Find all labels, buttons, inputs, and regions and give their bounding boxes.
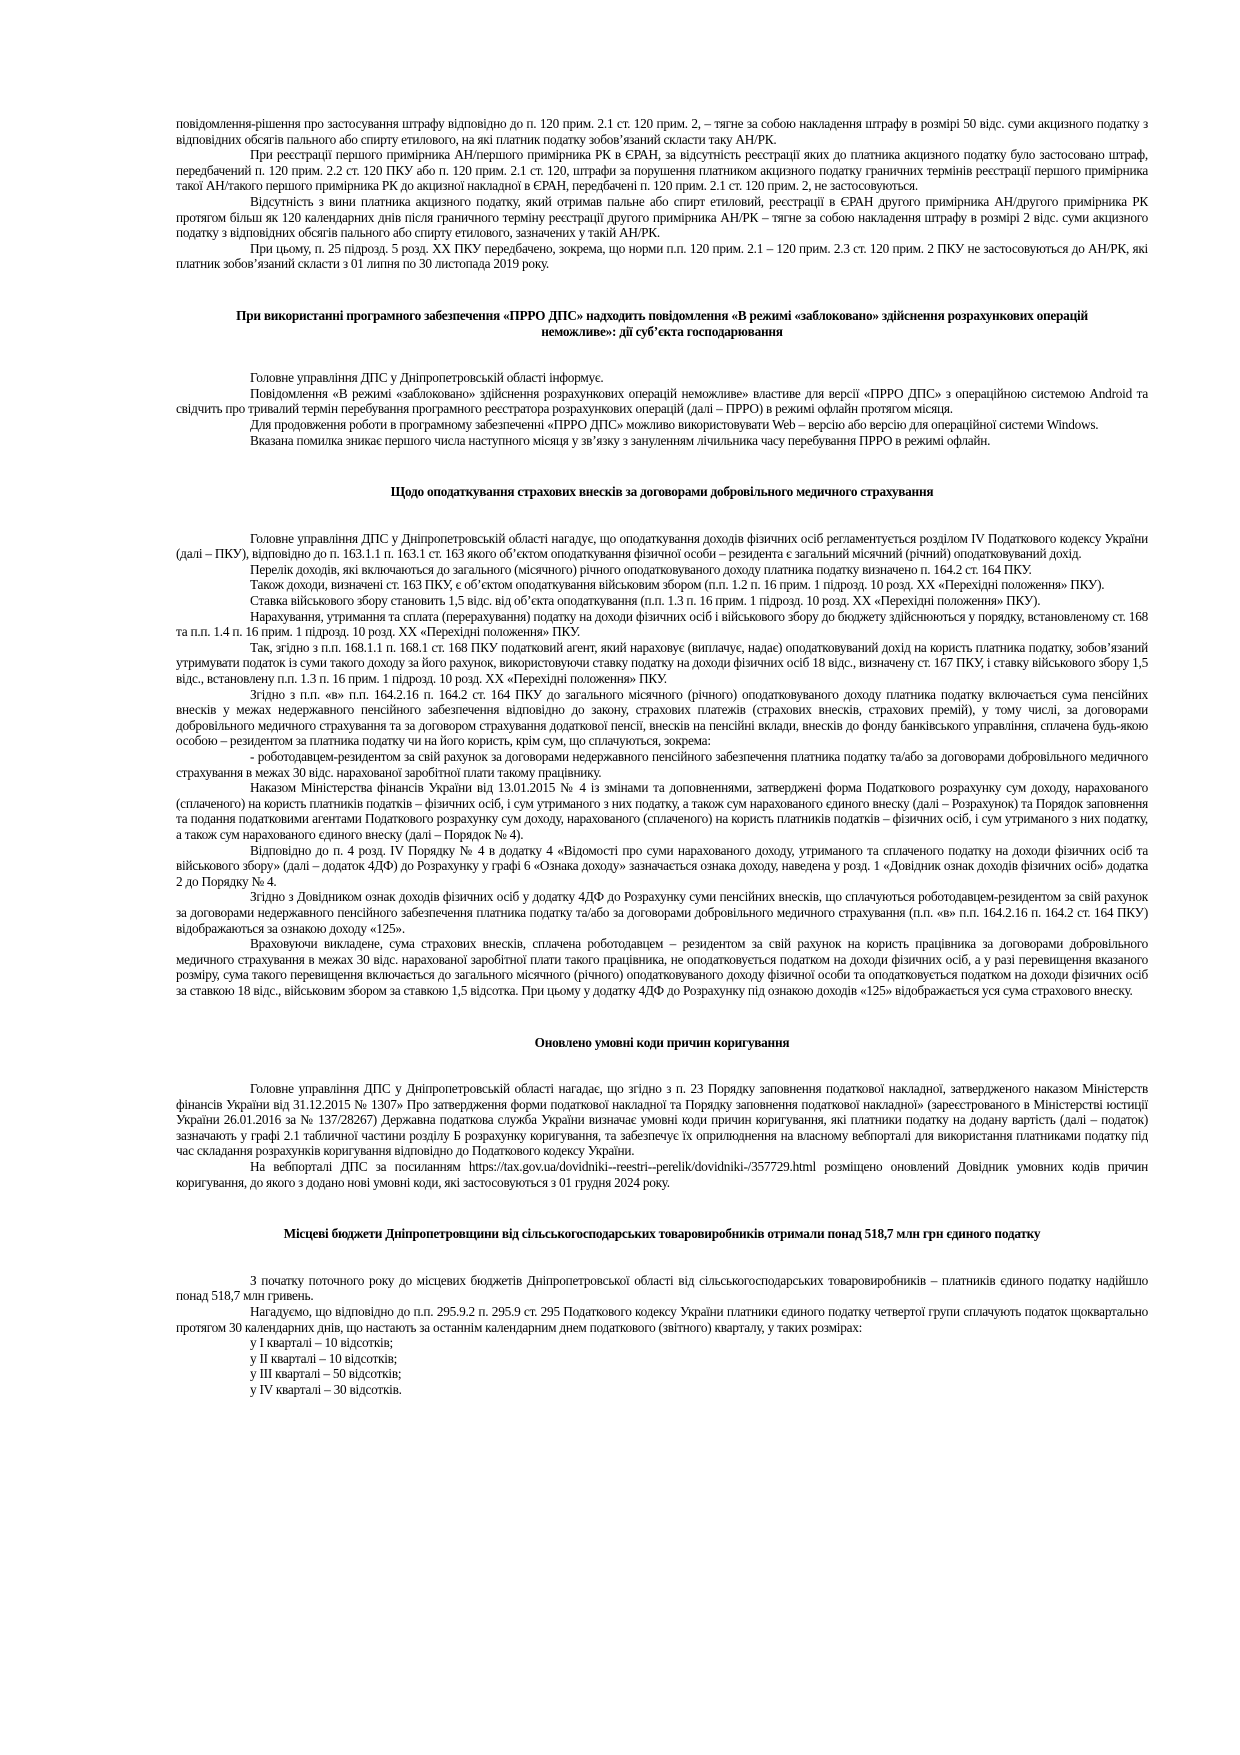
paragraph: Згідно з Довідником ознак доходів фізичних осіб у додатку 4ДФ до Розрахунку суми пенсійних внесків, що сплачуються роботодавцем-резидентом за свій рахунок за договорами недержавного пенсійного забезпечення платника податку та/або за договорами добровільного медичного страхування (п.п. «в» п.п. 164.2.16 п. 164.2 ст. 164 ПКУ) відображаються за ознакою доходу «125». bbox=[176, 889, 1148, 936]
article-excise-continuation bbox=[176, 116, 1148, 272]
article-heading: Щодо оподаткування страхових внесків за договорами добровільного медичного страхування bbox=[390, 484, 934, 500]
paragraph: Головне управління ДПС у Дніпропетровській області нагадує, що оподаткування доходів фізичних осіб регламентується розділом IV Податкового кодексу України (далі – ПКУ), відповідно до п. 163.1.1 п. 163.1 ст. 163 якого об’єктом оподаткування фізичної особи – резидента є загальний місячний (річний) оподатковуваний дохід. bbox=[176, 530, 1148, 562]
paragraph: Враховуючи викладене, сума страхових внесків, сплачена роботодавцем – резидентом за свій рахунок на користь працівника за договорами добровільного медичного страхування в межах 30 відс. нарахованої заробітної плати такого працівника, не оподатковується податком на доходи фізичних осіб, а у разі перевищення вказаного розміру, сума такого перевищення включається до загального місячного (річного) оподатковуваного доходу фізичної особи та оподатковується податком на доходи фізичних осіб за ставкою 18 відс., військовим збором за ставкою 1,5 відсотка. При цьому у додатку 4ДФ до Розрахунку під ознакою доходів «125» відображається уся сума страхового внеску. bbox=[176, 936, 1148, 998]
paragraph: - роботодавцем-резидентом за свій рахунок за договорами недержавного пенсійного забезпечення платника податку та/або за договорами добровільного медичного страхування в межах 30 відс. нарахованої заробітної плати такому працівнику. bbox=[176, 749, 1148, 780]
paragraph: Повідомлення «В режимі «заблоковано» здійснення розрахункових операцій неможливе» властиве для версії «ПРРО ДПС» з операційною системою Android та свідчить про тривалий термін перебування програмного реєстратора розрахункових операцій (далі – ПРРО) в режимі офлайн протягом місяця. bbox=[176, 385, 1148, 417]
paragraph: При реєстрації першого примірника АН/першого примірника РК в ЄРАН, за відсутність реєстрації яких до платника акцизного податку було застосовано штраф, передбачений п. 120 прим. 2.2 ст. 120 ПКУ або п. 120 прим. 2.1 ст. 120, штрафи за порушення платником акцизного податку граничних термінів реєстрації першого примірника такої АН/такого першого примірника РК до акцизної накладної в ЄРАН, передбачені п. 120 прим. 2.1 ст. 120 прим. 2, не застосовуються. bbox=[176, 147, 1148, 194]
paragraph: З початку поточного року до місцевих бюджетів Дніпропетровської області від сільськогосподарських товаровиробників – платників єдиного податку надійшло понад 518,7 млн гривень. bbox=[176, 1272, 1148, 1304]
paragraph: Для продовження роботи в програмному забезпеченні «ПРРО ДПС» можливо використовувати Web – версію або версію для операційної системи Windows. bbox=[250, 416, 1099, 432]
paragraph: Згідно з п.п. «в» п.п. 164.2.16 п. 164.2 ст. 164 ПКУ до загального місячного (річного) оподатковуваного доходу платника податку включається сума пенсійних внесків у межах недержавного пенсійного забезпечення відповідно до закону, страхових платежів (страхових внесків, страхових премій), у тому числі, за договорами добровільного медичного страхування та за договором страхування додаткової пенсії, внесків на пенсійні вклади, внесків до фонду банківського управління, сплачена будь-якою особою – резидентом за платника податку чи на його користь, крім сум, що сплачуються, зокрема: bbox=[176, 686, 1148, 749]
article-heading: Оновлено умовні коди причин коригування bbox=[534, 1034, 790, 1050]
paragraph: Так, згідно з п.п. 168.1.1 п. 168.1 ст. 168 ПКУ податковий агент, який нараховує (виплачує, надає) оподатковуваний дохід на користь платника податку, зобов’язаний утримувати податок із суми такого доходу за його рахунок, використовуючи ставку податку на доходи фізичних осіб 18 відс., визначену ст. 167 ПКУ, і ставку військового збору 1,5 відс., встановлену п.п. 1.3 п. 16 прим. 1 підрозд. 10 розд. XX «Перехідні положення» ПКУ. bbox=[176, 639, 1148, 687]
quarter-rate-item: у I кварталі – 10 відсотків; bbox=[250, 1335, 393, 1351]
quarter-rate-item: у IV кварталі – 30 відсотків. bbox=[250, 1382, 402, 1397]
quarter-rate-item: у III кварталі – 50 відсотків; bbox=[250, 1366, 402, 1382]
article-prro-blocked bbox=[176, 308, 1148, 448]
quarter-rate-item: у II кварталі – 10 відсотків; bbox=[250, 1350, 398, 1366]
article-correction-codes bbox=[176, 1035, 1148, 1191]
article-single-tax-budgets bbox=[176, 1226, 1148, 1397]
paragraph: повідомлення-рішення про застосування штрафу відповідно до п. 120 прим. 2.1 ст. 120 прим. 2, – тягне за собою накладення штрафу в розмірі 50 відс. суми акцизного податку з відповідних обсягів пального або спирту етилового, на які платник податку зобов’язаний скласти таку АН/РК. bbox=[176, 116, 1148, 147]
paragraph: Вказана помилка зникає першого числа наступного місяця у зв’язку з зануленням лічильника часу перебування ПРРО в режимі офлайн. bbox=[250, 432, 991, 448]
paragraph: Наказом Міністерства фінансів України від 13.01.2015 № 4 із змінами та доповненнями, затверджені форма Податкового розрахунку сум доходу, нарахованого (сплаченого) на користь платників податків – фізичних осіб, і сум утриманого з них податку, а також сум нарахованого єдиного внеску (далі – Розрахунок) та Порядок заповнення та подання податковими агентами Податкового розрахунку сум доходу, нарахованого (сплаченого) на користь платників податків – фізичних осіб, і сум утриманого з них податку, а також сум нарахованого єдиного внеску (далі – Порядок № 4). bbox=[176, 780, 1148, 842]
paragraph: Відсутність з вини платника акцизного податку, який отримав пальне або спирт етиловий, реєстрації в ЄРАН другого примірника АН/другого примірника РК протягом більш як 120 календарних днів після граничного терміну реєстрації другого примірника АН/РК – тягне за собою накладення штрафу в розмірі 2 відс. суми акцизного податку з відповідних обсягів пального або спирту етилового, зазначених у такій АН/РК. bbox=[176, 193, 1148, 241]
paragraph: Нарахування, утримання та сплата (перерахування) податку на доходи фізичних осіб і військового збору до бюджету здійснюються у порядку, встановленому ст. 168 та п.п. 1.4 п. 16 прим. 1 підрозд. 10 розд. XX «Перехідні положення» ПКУ. bbox=[176, 608, 1148, 640]
paragraph: Нагадуємо, що відповідно до п.п. 295.9.2 п. 295.9 ст. 295 Податкового кодексу України платники єдиного податку четвертої групи сплачують податок щоквартально протягом 30 календарних днів, що настають за останнім календарним днем податкового (звітного) кварталу, у таких розмірах: bbox=[176, 1304, 1148, 1335]
paragraph: Відповідно до п. 4 розд. IV Порядку № 4 в додатку 4 «Відомості про суми нарахованого доходу, утриманого та сплаченого податку на доходи фізичних осіб та військового збору» (далі – додаток 4ДФ) до Розрахунку у графі 6 «Ознака доходу» зазначається ознака доходу, наведена у розд. 1 «Довідник ознак доходів фізичних осіб» додатка 2 до Порядку № 4. bbox=[176, 842, 1148, 889]
paragraph: Також доходи, визначені ст. 163 ПКУ, є об’єктом оподаткування військовим збором (п.п. 1.2 п. 16 прим. 1 підрозд. 10 розд. XX «Перехідні положення» ПКУ). bbox=[250, 577, 1105, 593]
paragraph: Головне управління ДПС у Дніпропетровській області нагадає, що згідно з п. 23 Порядку заповнення податкової накладної, затвердженого наказом Міністерств фінансів України від 31.12.2015 № 1307» Про затвердження форми податкової накладної та Порядку заповнення податкової накладної» (зареєстрованого в Міністерстві юстиції України 26.01.2016 за № 137/28267) Державна податкова служба України визначає умовні коди причин коригування, які платники податку на додану вартість (далі – податок) зазначають у графі 2.1 табличної частини розділу Б розрахунку коригування, та забезпечує їх оприлюднення на власному вебпорталі для використання платниками податку під час складання розрахунків коригування відповідно до Податкового кодексу України. bbox=[176, 1081, 1148, 1159]
article-heading: При використанні програмного забезпечення «ПРРО ДПС» надходить повідомлення «В режимі «заблоковано» здійснення розрахункових операцій неможливе»: дії суб’єкта господарювання bbox=[236, 307, 1088, 339]
article-heading: Місцеві бюджети Дніпропетровщини від сільськогосподарських товаровиробників отримали понад 518,7 млн грн єдиного податку bbox=[283, 1226, 1041, 1242]
article-medical-insurance-tax bbox=[176, 484, 1148, 998]
paragraph: На вебпорталі ДПС за посиланням https://tax.gov.ua/dovidniki--reestri--perelik/dovidniki-/357729.html розміщено оновлений Довідник умовних кодів причин коригування, до якого з додано нові умовні коди, які застосовуються з 01 грудня 2024 року. bbox=[176, 1159, 1148, 1190]
paragraph: Ставка військового збору становить 1,5 відс. від об’єкта оподаткування (п.п. 1.3 п. 16 прим. 1 підрозд. 10 розд. XX «Перехідні положення» ПКУ). bbox=[250, 593, 1041, 609]
paragraph: Головне управління ДПС у Дніпропетровській області інформує. bbox=[250, 370, 604, 386]
paragraph: При цьому, п. 25 підрозд. 5 розд. XX ПКУ передбачено, зокрема, що норми п.п. 120 прим. 2.1 – 120 прим. 2.3 ст. 120 прим. 2 ПКУ не застосовуються до АН/РК, які платник зобов’язаний скласти з 01 липня по 30 листопада 2019 року. bbox=[176, 240, 1148, 272]
paragraph: Перелік доходів, які включаються до загального (місячного) річного оподатковуваного доходу платника податку визначено п. 164.2 ст. 164 ПКУ. bbox=[250, 561, 1032, 577]
document-page bbox=[176, 116, 1148, 1398]
